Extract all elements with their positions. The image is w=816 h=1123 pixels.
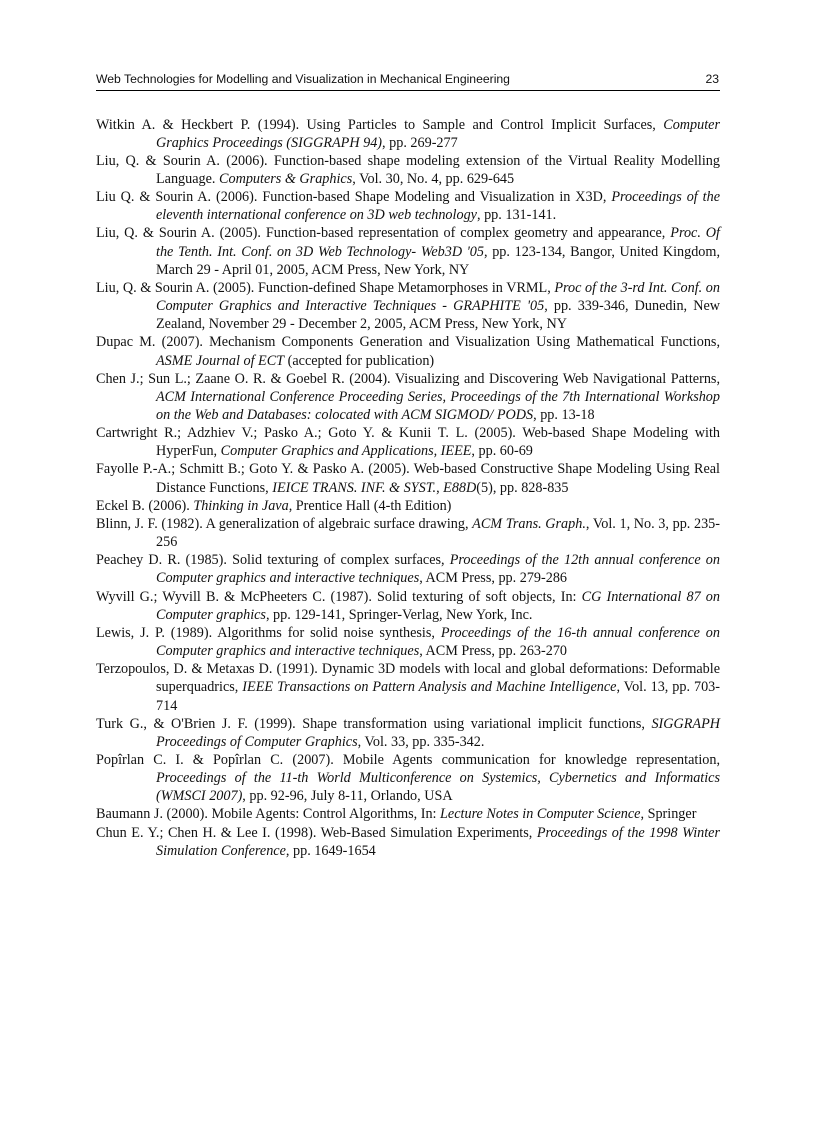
reference-entry [96, 224, 720, 278]
reference-entry [96, 370, 720, 424]
reference-source-italic: ACM Trans. Graph. [472, 515, 586, 532]
reference-text: Blinn, J. F. (1982). A generalization of algebraic surface drawing, [96, 515, 473, 532]
reference-text: Eckel B. (2006). [96, 497, 194, 514]
reference-source-italic: Lecture Notes in Computer Science [440, 806, 641, 823]
reference-text: Fayolle P.-A.; Schmitt B.; Goto Y. & Pasko A. (2005). Web-based Constructive Shape Modeling Using Real Distance Functions, [96, 461, 720, 496]
reference-text: Cartwright R.; Adzhiev V.; Pasko A.; Goto Y. & Kunii T. L. (2005). Web-based Shape Modeling with HyperFun, [96, 425, 720, 460]
page-number: 23 [705, 72, 719, 86]
reference-source-italic: Computer Graphics Proceedings (SIGGRAPH 94) [156, 116, 720, 151]
reference-text: Chen J.; Sun L.; Zaane O. R. & Goebel R. (2004). Visualizing and Discovering Web Navigational Patterns, [96, 370, 720, 387]
reference-entry [96, 588, 720, 624]
reference-text: Liu Q. & Sourin A. (2006). Function-based Shape Modeling and Visualization in X3D, [96, 189, 612, 206]
reference-list [96, 116, 720, 860]
reference-text: , [436, 479, 444, 496]
reference-text: , pp. 92-96, July 8-11, Orlando, USA [242, 788, 453, 805]
reference-text: Liu, Q. & Sourin A. (2005). Function-based representation of complex geometry and appearance, [96, 225, 671, 242]
reference-text: , pp. 269-277 [382, 134, 458, 151]
reference-entry [96, 497, 720, 515]
reference-text: , ACM Press, pp. 279-286 [419, 570, 568, 587]
reference-text: , Vol. 30, No. 4, pp. 629-645 [352, 170, 515, 187]
reference-text: , pp. 60-69 [471, 443, 533, 460]
reference-entry [96, 279, 720, 333]
reference-entry [96, 660, 720, 714]
reference-text: , pp. 131-141. [476, 207, 557, 224]
reference-source-italic: SIGGRAPH Proceedings of Computer Graphics [156, 715, 720, 750]
reference-text: , pp. 129-141, Springer-Verlag, New York, Inc. [265, 606, 533, 623]
reference-source-italic: ACM International Conference Proceeding Series, Proceedings of the 7th International Workshop on the Web and Databases: colocated with ACM SIGMOD/ PODS [156, 388, 720, 423]
reference-entry [96, 624, 720, 660]
reference-source-italic: Proc. Of the Tenth. Int. Conf. on 3D Web Technology- Web3D '05 [156, 225, 720, 260]
reference-text: , Vol. 1, No. 3, pp. 235-256 [156, 515, 720, 551]
reference-text: , Vol. 13, pp. 703-714 [156, 679, 720, 714]
reference-source-italic: Thinking in Java [193, 497, 289, 514]
reference-text: , ACM Press, pp. 263-270 [419, 643, 568, 660]
running-header [96, 71, 720, 91]
reference-text: Liu, Q. & Sourin A. (2005). Function-defined Shape Metamorphoses in VRML, [96, 279, 555, 296]
reference-text: Popîrlan C. I. & Popîrlan C. (2007). Mobile Agents communication for knowledge representation, [96, 751, 720, 768]
reference-source-italic: Proceedings of the eleventh international conference on 3D web technology [156, 189, 720, 224]
reference-source-italic: Proc of the 3-rd Int. Conf. on Computer Graphics and Interactive Techniques - GRAPHITE '05 [156, 279, 720, 315]
reference-text: , Springer [640, 806, 697, 823]
reference-text: Lewis, J. P. (1989). Algorithms for solid noise synthesis, [96, 624, 441, 641]
reference-source-italic: Proceedings of the 12th annual conference on Computer graphics and interactive techniques [156, 552, 720, 587]
reference-entry [96, 188, 720, 224]
reference-source-italic: IEICE TRANS. INF. & SYST. [272, 479, 437, 496]
reference-text: Peachey D. R. (1985). Solid texturing of complex surfaces, [96, 552, 450, 569]
reference-source-italic: E88D [443, 479, 477, 496]
reference-text: Witkin A. & Heckbert P. (1994). Using Particles to Sample and Control Implicit Surfaces, [96, 116, 664, 133]
reference-source-italic: ASME Journal of ECT [156, 352, 285, 369]
reference-entry [96, 515, 720, 551]
reference-entry [96, 715, 720, 751]
reference-source-italic: Computer Graphics and Applications, IEEE [220, 443, 472, 460]
reference-source-italic: Proceedings of the 11-th World Multiconference on Systemics, Cybernetics and Informatics (WMSCI 2007) [156, 770, 720, 805]
reference-text: Baumann J. (2000). Mobile Agents: Control Algorithms, In: [96, 806, 441, 823]
reference-text: (accepted for publication) [284, 352, 435, 369]
reference-text: , Vol. 33, pp. 335-342. [357, 733, 485, 750]
reference-text: Turk G., & O'Brien J. F. (1999). Shape transformation using variational implicit functions, [96, 715, 652, 732]
reference-text: Chun E. Y.; Chen H. & Lee I. (1998). Web-Based Simulation Experiments, [96, 824, 537, 841]
reference-source-italic: IEEE Transactions on Pattern Analysis and Machine Intelligence [242, 679, 617, 696]
reference-text: , pp. 123-134, Bangor, United Kingdom, March 29 - April 01, 2005, ACM Press, New York, NY [156, 243, 720, 278]
reference-entry [96, 551, 720, 587]
reference-text: , Prentice Hall (4-th Edition) [288, 497, 452, 514]
reference-entry [96, 751, 720, 805]
reference-entry [96, 824, 720, 860]
reference-entry [96, 116, 720, 152]
reference-entry [96, 333, 720, 369]
reference-text: Dupac M. (2007). Mechanism Components Generation and Visualization Using Mathematical Functions, [96, 334, 720, 351]
reference-entry [96, 460, 720, 496]
reference-source-italic: Proceedings of the 1998 Winter Simulation Conference [156, 824, 720, 859]
reference-text: Terzopoulos, D. & Metaxas D. (1991). Dynamic 3D models with local and global deformations: Deformable superquadrics, [96, 661, 720, 696]
reference-text: , pp. 13-18 [533, 407, 595, 423]
reference-text: , pp. 1649-1654 [285, 842, 376, 859]
reference-entry [96, 805, 720, 823]
reference-entry [96, 424, 720, 460]
reference-text: , pp. 339-346, Dunedin, New Zealand, November 29 - December 2, 2005, ACM Press, New York, NY [156, 298, 720, 333]
reference-text: (5), pp. 828-835 [476, 479, 569, 496]
reference-source-italic: CG International 87 on Computer graphics [156, 588, 720, 623]
reference-text: Wyvill G.; Wyvill B. & McPheeters C. (1987). Solid texturing of soft objects, In: [96, 588, 582, 605]
reference-source-italic: Proceedings of the 16-th annual conference on Computer graphics and interactive techniques [156, 624, 720, 660]
reference-source-italic: Computers & Graphics [219, 170, 353, 187]
reference-entry [96, 152, 720, 188]
reference-text: Liu, Q. & Sourin A. (2006). Function-based shape modeling extension of the Virtual Reality Modelling Language. [96, 152, 720, 187]
header-title: Web Technologies for Modelling and Visualization in Mechanical Engineering [96, 72, 510, 86]
